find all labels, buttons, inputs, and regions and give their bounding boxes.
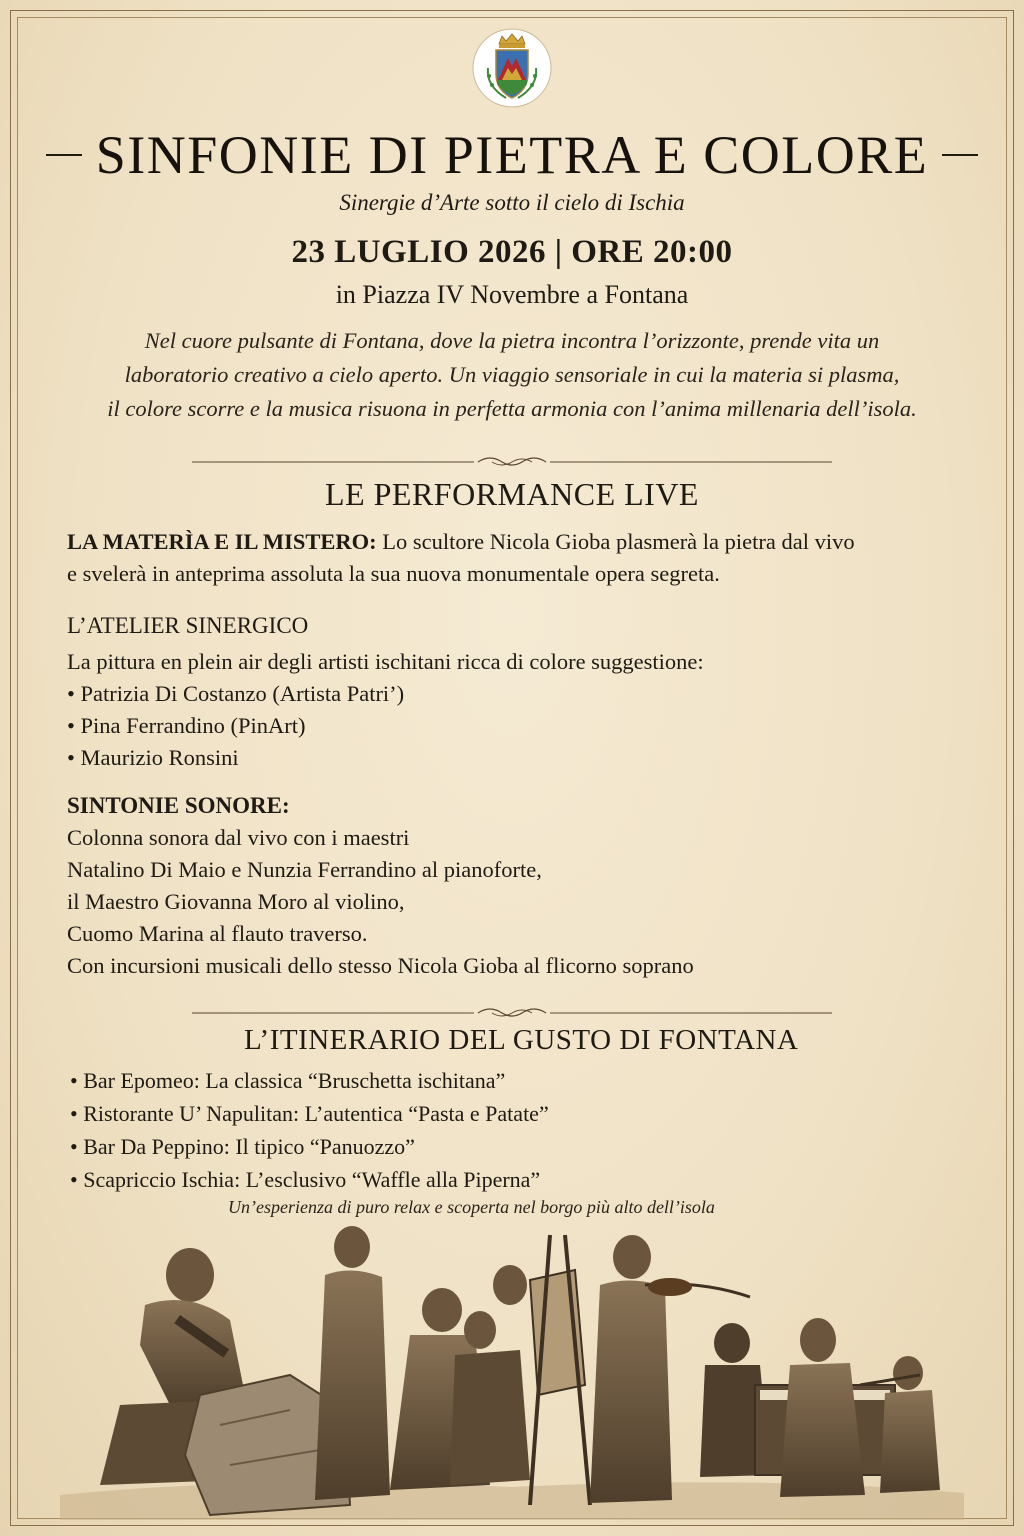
materia-text: e svelerà in anteprima assoluta la sua nuova monumentale opera segreta.	[67, 561, 720, 586]
gusto-list	[70, 1064, 549, 1196]
ornament-divider	[192, 1005, 832, 1021]
intro-line: il colore scorre e la musica risuona in perfetta armonia con l’anima millenaria dell’isola.	[107, 396, 917, 421]
event-venue: in Piazza IV Novembre a Fontana	[335, 280, 689, 309]
materia-text: Lo scultore Nicola Gioba plasmerà la pietra dal vivo	[376, 529, 855, 554]
gusto-item: • Bar Epomeo: La classica “Bruschetta ischitana”	[70, 1068, 506, 1093]
page-title: SINFONIE DI PIETRA E COLORE	[95, 125, 929, 185]
standing-woman-figure	[315, 1226, 390, 1500]
title-dash-left	[46, 154, 82, 156]
sintonie-label: SINTONIE SONORE:	[67, 793, 290, 818]
gusto-heading: L’ITINERARIO DEL GUSTO DI FONTANA	[244, 1024, 799, 1056]
closing-tagline: Un’esperienza di puro relax e scoperta nel borgo più alto dell’isola	[228, 1197, 715, 1217]
gusto-item: • Ristorante U’ Napulitan: L’autentica “Pasta e Patate”	[70, 1101, 549, 1126]
event-date: 23 LUGLIO 2026 | ORE 20:00	[291, 234, 733, 270]
atelier-label: L’ATELIER SINERGICO	[67, 613, 309, 638]
sintonie-section	[67, 790, 694, 982]
performance-heading: LE PERFORMANCE LIVE	[325, 476, 699, 512]
gusto-item: • Bar Da Peppino: Il tipico “Panuozzo”	[70, 1134, 415, 1159]
title-dash-right	[942, 154, 978, 156]
artist-item: • Patrizia Di Costanzo (Artista Patri’)	[67, 681, 405, 706]
sintonie-line: il Maestro Giovanna Moro al violino,	[67, 889, 405, 914]
intro-line: Nel cuore pulsante di Fontana, dove la pietra incontra l’orizzonte, prende vita un	[144, 328, 880, 353]
intro-line: laboratorio creativo a cielo aperto. Un viaggio sensoriale in cui la materia si plasma,	[124, 362, 900, 387]
atelier-section	[67, 610, 704, 774]
artist-item: • Pina Ferrandino (PinArt)	[67, 713, 306, 738]
painters-figures	[390, 1265, 530, 1490]
artist-item: • Maurizio Ronsini	[67, 745, 239, 770]
easel-icon	[530, 1235, 590, 1505]
municipal-crest-icon	[472, 28, 552, 108]
ornament-divider	[192, 454, 832, 470]
sintonie-line: Colonna sonora dal vivo con i maestri	[67, 825, 410, 850]
subtitle: Sinergie d’Arte sotto il cielo di Ischia	[339, 190, 685, 215]
sintonie-line: Cuomo Marina al flauto traverso.	[67, 921, 368, 946]
sintonie-line: Natalino Di Maio e Nunzia Ferrandino al pianoforte,	[67, 857, 542, 882]
materia-section	[67, 526, 855, 590]
title-row	[0, 120, 1024, 190]
materia-label: LA MATERÌA E IL MISTERO:	[67, 529, 377, 554]
atelier-intro: La pittura en plein air degli artisti ischitani ricca di colore suggestione:	[67, 649, 704, 674]
sintonie-line: Con incursioni musicali dello stesso Nicola Gioba al flicorno soprano	[67, 953, 694, 978]
artists-illustration	[60, 1225, 964, 1520]
intro-paragraph	[0, 324, 1024, 426]
gusto-item: • Scapriccio Ischia: L’esclusivo “Waffle alla Piperna”	[70, 1167, 541, 1192]
